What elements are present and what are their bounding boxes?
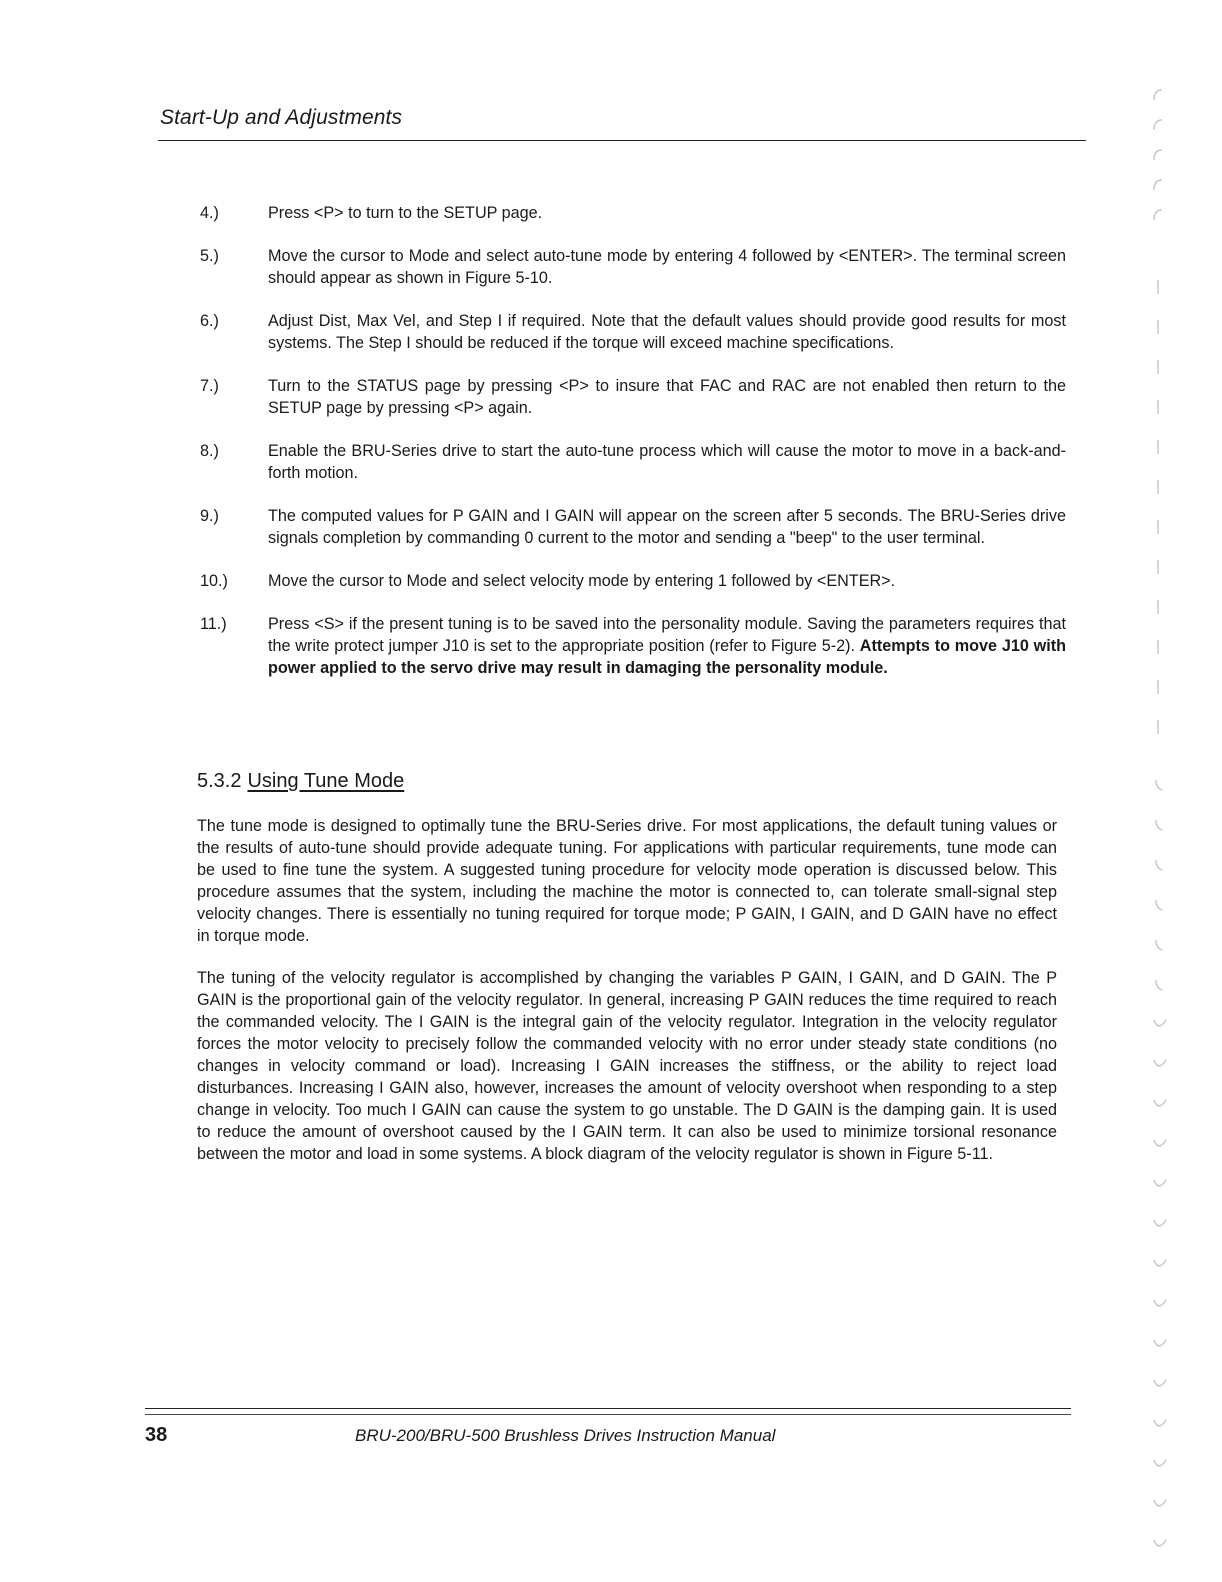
step-item: [200, 310, 1066, 354]
step-text: Move the cursor to Mode and select velocity mode by entering 1 followed by <ENTER>.: [268, 572, 896, 590]
step-text: [268, 613, 1066, 679]
section-number: 5.3.2: [197, 770, 242, 792]
binding-holes-decoration: [1140, 80, 1180, 1570]
step-item: [200, 613, 1066, 679]
step-item: [200, 375, 1066, 419]
body-paragraph: The tune mode is designed to optimally tune the BRU-Series drive. For most applications, the default tuning values or the results of auto-tune should provide adequate tuning. For applications with particular requirements, tune mode can be used to fine tune the system. A suggested tuning procedure for velocity mode operation is discussed below. This procedure assumes that the system, including the machine the motor is connected to, can tolerate small-signal step velocity changes. There is essentially no tuning required for torque mode; P GAIN, I GAIN, and D GAIN have no effect in torque mode.: [197, 817, 1057, 945]
page-header-title: Start-Up and Adjustments: [160, 106, 403, 129]
step-number: 5.): [200, 247, 219, 265]
body-paragraph: The tuning of the velocity regulator is accomplished by changing the variables P GAIN, I GAIN, and D GAIN. The P GAIN is the proportional gain of the velocity regulator. In general, increasing P GAIN reduces the time required to reach the commanded velocity. The I GAIN is the integral gain of the velocity regulator. Integration in the velocity regulator forces the motor velocity to precisely follow the commanded velocity with no error under steady state conditions (no changes in velocity command or load). Increasing I GAIN increases the stiffness, or the ability to reject load disturbances. Increasing I GAIN also, however, increases the amount of velocity overshoot when responding to a step change in velocity. Too much I GAIN can cause the system to go unstable. The D GAIN is the damping gain. It is used to reduce the amount of overshoot caused by the I GAIN term. It can also be used to minimize torsional resonance between the motor and load in some systems. A block diagram of the velocity regulator is shown in Figure 5-11.: [197, 969, 1057, 1163]
step-item: [200, 570, 1066, 592]
procedure-steps: [200, 202, 1066, 700]
step-number: 10.): [200, 572, 228, 590]
step-number: 9.): [200, 507, 219, 525]
page-number: 38: [145, 1424, 168, 1446]
step-item: [200, 202, 1066, 224]
step-item: [200, 245, 1066, 289]
step-number: 6.): [200, 312, 219, 330]
step-number: 11.): [200, 615, 227, 633]
step-item: [200, 440, 1066, 484]
section-heading: [197, 768, 404, 794]
step-text-regular: Press <S> if the present tuning is to be saved into the personality module. Saving the parameters requires that the write protect jumper J10 is set to the appropriate position (refer to Figure 5-2).: [268, 615, 1066, 655]
step-text: Adjust Dist, Max Vel, and Step I if required. Note that the default values should provide good results for most systems. The Step I should be reduced if the torque will exceed machine specifications.: [268, 312, 1066, 352]
header-rule: [158, 140, 1086, 141]
step-text: Turn to the STATUS page by pressing <P> to insure that FAC and RAC are not enabled then return to the SETUP page by pressing <P> again.: [268, 377, 1066, 417]
footer-title: BRU-200/BRU-500 Brushless Drives Instruction Manual: [355, 1426, 776, 1445]
step-text: Press <P> to turn to the SETUP page.: [268, 204, 543, 222]
footer-rule: [145, 1408, 1071, 1409]
step-text: Move the cursor to Mode and select auto-tune mode by entering 4 followed by <ENTER>. The terminal screen should appear as shown in Figure 5-10.: [268, 247, 1066, 287]
step-number: 4.): [200, 204, 219, 222]
step-item: [200, 505, 1066, 549]
step-text: Enable the BRU-Series drive to start the auto-tune process which will cause the motor to move in a back-and-forth motion.: [268, 442, 1066, 482]
section-title: Using Tune Mode: [247, 770, 405, 792]
step-number: 7.): [200, 377, 219, 395]
footer-rule: [145, 1414, 1071, 1415]
warning-text: Attempts to move J10 with power applied to the servo drive may result in damaging the personality module.: [268, 637, 1066, 677]
step-number: 8.): [200, 442, 219, 460]
step-text: The computed values for P GAIN and I GAIN will appear on the screen after 5 seconds. The BRU-Series drive signals completion by commanding 0 current to the motor and sending a "beep" to the user terminal.: [268, 507, 1066, 547]
